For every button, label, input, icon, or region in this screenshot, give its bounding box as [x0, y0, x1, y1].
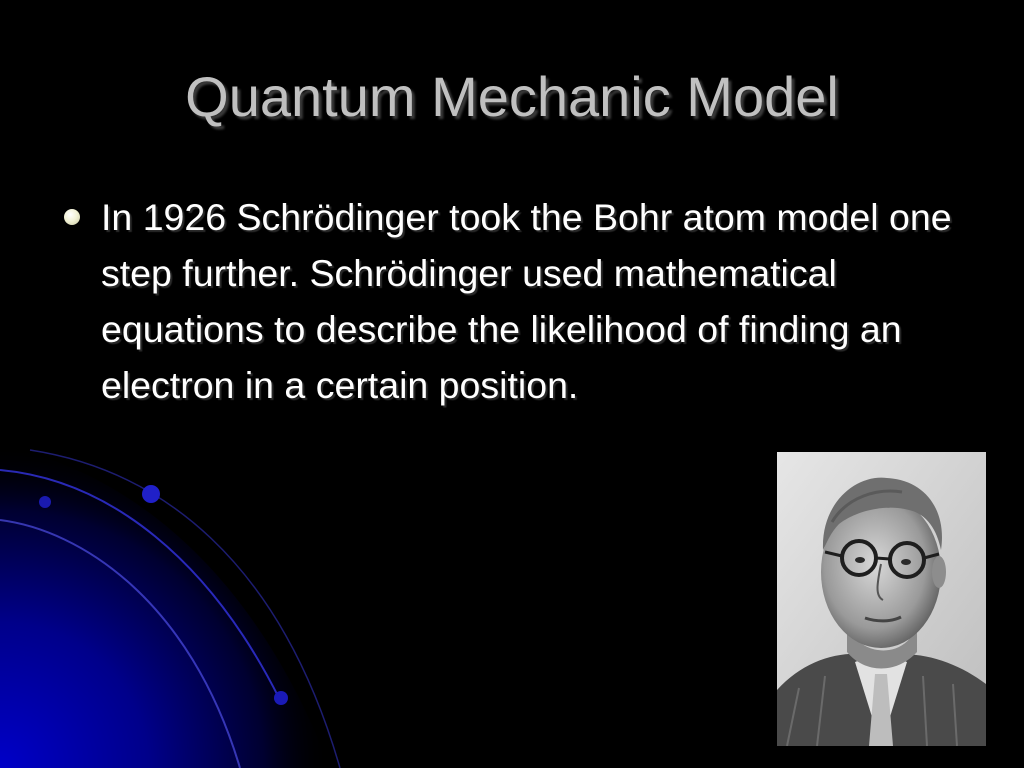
bullet-item — [62, 189, 962, 413]
bullet-text: In 1926 Schrödinger took the Bohr atom model one step further. Schrödinger used mathematical equations to describe the likelihood of finding an electron in a certain position. — [101, 196, 952, 406]
decor-dot — [274, 691, 288, 705]
blue-swoosh — [0, 445, 330, 768]
slide-title: Quantum Mechanic Model — [185, 65, 839, 128]
bullet-list — [62, 189, 962, 413]
portrait-photo-icon — [777, 452, 986, 746]
bullet-icon — [64, 209, 80, 225]
portrait-photo — [777, 452, 986, 746]
decor-dot — [39, 496, 51, 508]
decor-dot — [142, 485, 160, 503]
